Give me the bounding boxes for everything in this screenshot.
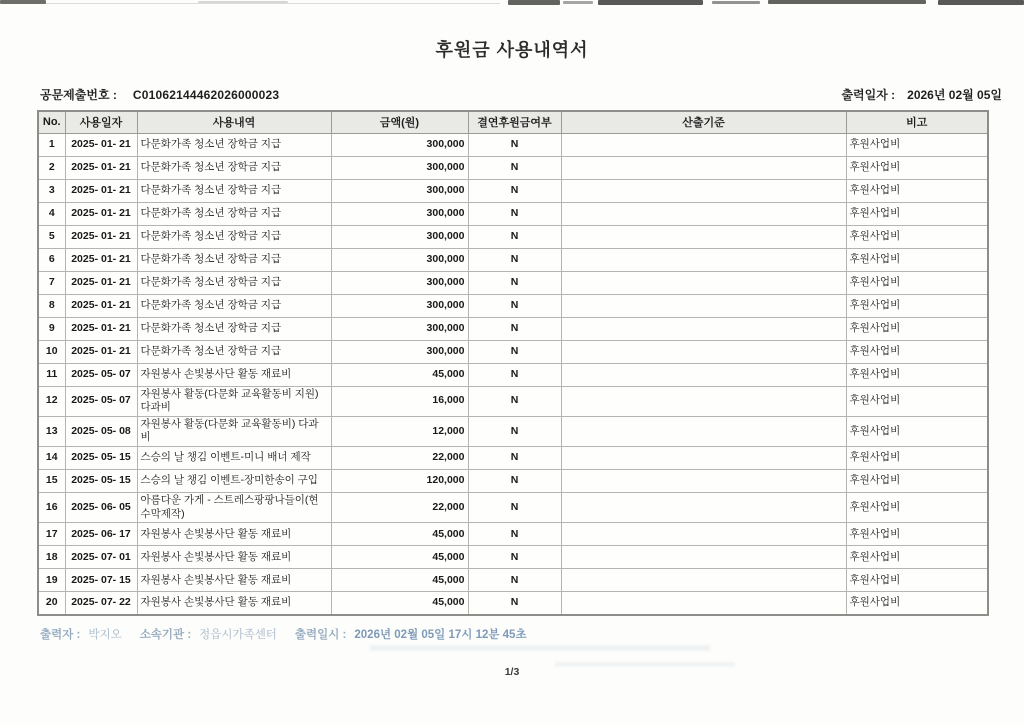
cell-linked: N <box>468 225 561 248</box>
cell-basis <box>561 225 846 248</box>
table-row <box>38 294 988 317</box>
cell-desc: 다문화가족 청소년 장학금 지급 <box>137 294 331 317</box>
cell-date: 2025- 05- 07 <box>65 386 137 416</box>
cell-linked: N <box>468 592 561 615</box>
cell-desc: 스승의 날 챙김 이벤트-장미한송이 구입 <box>137 470 331 493</box>
cell-basis <box>561 493 846 523</box>
cell-basis <box>561 386 846 416</box>
cell-amount: 45,000 <box>331 523 468 546</box>
cell-linked: N <box>468 340 561 363</box>
cell-linked: N <box>468 179 561 202</box>
cell-basis <box>561 470 846 493</box>
table-row <box>38 202 988 225</box>
cell-amount: 120,000 <box>331 470 468 493</box>
cell-note: 후원사업비 <box>846 294 988 317</box>
scan-artifact <box>563 1 593 4</box>
cell-linked: N <box>468 416 561 446</box>
cell-no: 5 <box>38 225 65 248</box>
cell-no: 9 <box>38 317 65 340</box>
cell-amount: 16,000 <box>331 386 468 416</box>
column-header-desc: 사용내역 <box>137 111 331 133</box>
table-row <box>38 493 988 523</box>
cell-no: 17 <box>38 523 65 546</box>
cell-note: 후원사업비 <box>846 202 988 225</box>
cell-note: 후원사업비 <box>846 340 988 363</box>
cell-note: 후원사업비 <box>846 156 988 179</box>
print-info-footer <box>40 626 545 642</box>
cell-basis <box>561 202 846 225</box>
printed-at-label: 출력일시 : <box>294 629 347 641</box>
cell-date: 2025- 01- 21 <box>65 317 137 340</box>
cell-no: 11 <box>38 363 65 386</box>
doc-number-value: C01062144462026000023 <box>132 88 280 102</box>
cell-desc: 다문화가족 청소년 장학금 지급 <box>137 248 331 271</box>
cell-date: 2025- 05- 15 <box>65 470 137 493</box>
cell-linked: N <box>468 317 561 340</box>
cell-basis <box>561 271 846 294</box>
cell-no: 15 <box>38 470 65 493</box>
cell-date: 2025- 01- 21 <box>65 133 137 156</box>
cell-amount: 22,000 <box>331 447 468 470</box>
cell-no: 6 <box>38 248 65 271</box>
table-row <box>38 523 988 546</box>
cell-amount: 45,000 <box>331 363 468 386</box>
cell-basis <box>561 416 846 446</box>
cell-basis <box>561 248 846 271</box>
cell-no: 18 <box>38 546 65 569</box>
cell-date: 2025- 01- 21 <box>65 271 137 294</box>
cell-basis <box>561 156 846 179</box>
cell-linked: N <box>468 386 561 416</box>
cell-note: 후원사업비 <box>846 386 988 416</box>
cell-linked: N <box>468 156 561 179</box>
cell-no: 10 <box>38 340 65 363</box>
cell-date: 2025- 01- 21 <box>65 294 137 317</box>
cell-basis <box>561 340 846 363</box>
cell-date: 2025- 01- 21 <box>65 179 137 202</box>
scan-artifact <box>712 1 760 4</box>
cell-desc: 자원봉사 손빛봉사단 활동 재료비 <box>137 569 331 592</box>
cell-amount: 300,000 <box>331 156 468 179</box>
cell-date: 2025- 07- 01 <box>65 546 137 569</box>
table-row <box>38 156 988 179</box>
cell-basis <box>561 523 846 546</box>
cell-date: 2025- 01- 21 <box>65 156 137 179</box>
cell-desc: 스승의 날 챙김 이벤트-미니 배너 제작 <box>137 447 331 470</box>
cell-amount: 300,000 <box>331 271 468 294</box>
cell-amount: 300,000 <box>331 202 468 225</box>
cell-note: 후원사업비 <box>846 523 988 546</box>
cell-note: 후원사업비 <box>846 363 988 386</box>
cell-linked: N <box>468 569 561 592</box>
printer-label: 출력자 : <box>40 629 81 641</box>
cell-no: 20 <box>38 592 65 615</box>
cell-basis <box>561 363 846 386</box>
cell-amount: 300,000 <box>331 225 468 248</box>
cell-note: 후원사업비 <box>846 546 988 569</box>
cell-basis <box>561 179 846 202</box>
cell-linked: N <box>468 470 561 493</box>
cell-date: 2025- 05- 08 <box>65 416 137 446</box>
cell-linked: N <box>468 363 561 386</box>
cell-no: 4 <box>38 202 65 225</box>
table-row <box>38 317 988 340</box>
cell-amount: 300,000 <box>331 340 468 363</box>
cell-date: 2025- 01- 21 <box>65 202 137 225</box>
cell-linked: N <box>468 447 561 470</box>
print-date-value: 2026년 02월 05일 <box>907 88 1002 102</box>
cell-amount: 300,000 <box>331 133 468 156</box>
org-label: 소속기관 : <box>139 629 192 641</box>
bleed-through-artifact <box>370 645 710 651</box>
org-name: 정읍시가족센터 <box>199 629 277 641</box>
table-header-row <box>38 111 988 133</box>
cell-amount: 300,000 <box>331 317 468 340</box>
cell-desc: 다문화가족 청소년 장학금 지급 <box>137 271 331 294</box>
cell-note: 후원사업비 <box>846 271 988 294</box>
cell-desc: 다문화가족 청소년 장학금 지급 <box>137 202 331 225</box>
cell-note: 후원사업비 <box>846 470 988 493</box>
cell-basis <box>561 569 846 592</box>
cell-linked: N <box>468 294 561 317</box>
column-header-linked: 결연후원금여부 <box>468 111 561 133</box>
column-header-note: 비고 <box>846 111 988 133</box>
column-header-basis: 산출기준 <box>561 111 846 133</box>
table-row <box>38 133 988 156</box>
cell-desc: 다문화가족 청소년 장학금 지급 <box>137 179 331 202</box>
table-row <box>38 470 988 493</box>
cell-desc: 다문화가족 청소년 장학금 지급 <box>137 340 331 363</box>
cell-amount: 300,000 <box>331 294 468 317</box>
cell-desc: 자원봉사 손빛봉사단 활동 재료비 <box>137 546 331 569</box>
cell-no: 16 <box>38 493 65 523</box>
cell-date: 2025- 05- 15 <box>65 447 137 470</box>
scan-artifact <box>40 3 500 4</box>
cell-amount: 45,000 <box>331 592 468 615</box>
cell-date: 2025- 07- 15 <box>65 569 137 592</box>
cell-date: 2025- 06- 05 <box>65 493 137 523</box>
table-row <box>38 271 988 294</box>
cell-linked: N <box>468 523 561 546</box>
cell-no: 7 <box>38 271 65 294</box>
cell-no: 19 <box>38 569 65 592</box>
cell-linked: N <box>468 546 561 569</box>
cell-note: 후원사업비 <box>846 317 988 340</box>
page-title: 후원금 사용내역서 <box>435 40 589 60</box>
cell-date: 2025- 06- 17 <box>65 523 137 546</box>
cell-no: 13 <box>38 416 65 446</box>
scan-artifact <box>508 0 560 5</box>
cell-basis <box>561 317 846 340</box>
cell-desc: 자원봉사 손빛봉사단 활동 재료비 <box>137 523 331 546</box>
cell-desc: 아름다운 가게 - 스트레스팡팡나들이(현수막제작) <box>137 493 331 523</box>
table-row <box>38 225 988 248</box>
table-row <box>38 592 988 615</box>
cell-note: 후원사업비 <box>846 592 988 615</box>
cell-amount: 22,000 <box>331 493 468 523</box>
cell-amount: 45,000 <box>331 546 468 569</box>
cell-desc: 자원봉사 손빛봉사단 활동 재료비 <box>137 592 331 615</box>
cell-no: 12 <box>38 386 65 416</box>
cell-basis <box>561 294 846 317</box>
table-row <box>38 569 988 592</box>
cell-basis <box>561 592 846 615</box>
table-body <box>38 133 988 615</box>
cell-linked: N <box>468 133 561 156</box>
table-row <box>38 340 988 363</box>
cell-no: 2 <box>38 156 65 179</box>
table-row <box>38 416 988 446</box>
cell-linked: N <box>468 493 561 523</box>
column-header-amount: 금액(원) <box>331 111 468 133</box>
cell-note: 후원사업비 <box>846 225 988 248</box>
scan-artifact <box>598 0 703 5</box>
printer-name: 박지오 <box>88 629 122 641</box>
print-date-line <box>841 86 1002 103</box>
table-row <box>38 447 988 470</box>
scan-artifact <box>768 0 926 4</box>
table-row <box>38 363 988 386</box>
cell-date: 2025- 01- 21 <box>65 225 137 248</box>
cell-amount: 300,000 <box>331 248 468 271</box>
cell-linked: N <box>468 248 561 271</box>
cell-desc: 다문화가족 청소년 장학금 지급 <box>137 225 331 248</box>
cell-desc: 자원봉사 손빛봉사단 활동 재료비 <box>137 363 331 386</box>
cell-amount: 45,000 <box>331 569 468 592</box>
cell-no: 8 <box>38 294 65 317</box>
cell-no: 14 <box>38 447 65 470</box>
doc-number-line <box>40 86 279 103</box>
cell-no: 3 <box>38 179 65 202</box>
cell-date: 2025- 07- 22 <box>65 592 137 615</box>
column-header-no: No. <box>38 111 65 133</box>
cell-basis <box>561 133 846 156</box>
cell-linked: N <box>468 271 561 294</box>
donation-usage-table <box>37 110 989 616</box>
cell-note: 후원사업비 <box>846 133 988 156</box>
printed-at-value: 2026년 02월 05일 17시 12분 45초 <box>354 629 527 641</box>
cell-desc: 다문화가족 청소년 장학금 지급 <box>137 156 331 179</box>
column-header-date: 사용일자 <box>65 111 137 133</box>
cell-note: 후원사업비 <box>846 447 988 470</box>
scan-artifact-strip <box>0 0 1024 10</box>
cell-note: 후원사업비 <box>846 179 988 202</box>
cell-note: 후원사업비 <box>846 248 988 271</box>
cell-note: 후원사업비 <box>846 493 988 523</box>
cell-linked: N <box>468 202 561 225</box>
cell-note: 후원사업비 <box>846 569 988 592</box>
table-row <box>38 179 988 202</box>
table-row <box>38 546 988 569</box>
cell-note: 후원사업비 <box>846 416 988 446</box>
cell-amount: 300,000 <box>331 179 468 202</box>
cell-date: 2025- 05- 07 <box>65 363 137 386</box>
print-date-label: 출력일자 : <box>841 88 896 102</box>
cell-basis <box>561 447 846 470</box>
cell-desc: 다문화가족 청소년 장학금 지급 <box>137 317 331 340</box>
table-row <box>38 248 988 271</box>
doc-number-label: 공문제출번호 : <box>40 88 117 102</box>
cell-desc: 다문화가족 청소년 장학금 지급 <box>137 133 331 156</box>
scan-artifact <box>938 0 1024 5</box>
cell-desc: 자원봉사 활동(다문화 교육활동비 지원) 다과비 <box>137 386 331 416</box>
page-number: 1/3 <box>504 666 520 678</box>
cell-date: 2025- 01- 21 <box>65 248 137 271</box>
table-row <box>38 386 988 416</box>
cell-desc: 자원봉사 활동(다문화 교육활동비) 다과비 <box>137 416 331 446</box>
cell-date: 2025- 01- 21 <box>65 340 137 363</box>
cell-amount: 12,000 <box>331 416 468 446</box>
cell-basis <box>561 546 846 569</box>
cell-no: 1 <box>38 133 65 156</box>
